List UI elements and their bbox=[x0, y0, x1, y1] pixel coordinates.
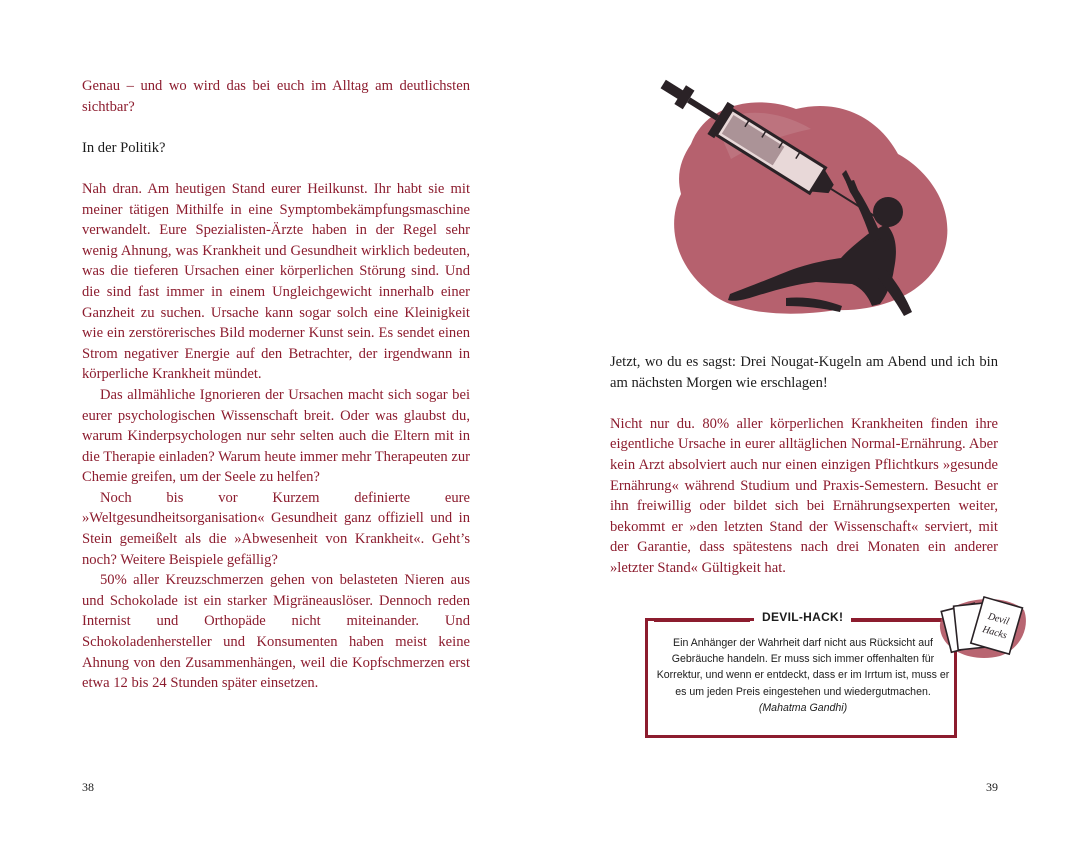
devil-hack-title: DEVIL-HACK! bbox=[754, 610, 851, 624]
paragraph-devil: Nicht nur du. 80% aller körperlichen Krankheiten finden ihre eigentliche Ursache in eurer alltäglichen Normal-Ernährung. Aber kein Arzt absolviert auch nur einen einzigen Pflichtkurs »gesunde Ernährung« während Studium und Praxis-Semestern. Besucht er ihn freiwillig oder bildet sich bei Ernährungsexperten weiter, bekommt er »den letzten Stand der Wissenschaft« serviert, mit der Garantie, dass spätestens nach drei Monaten ein anderer »letzter Stand« Gültigkeit hat. bbox=[610, 415, 998, 576]
paragraph-devil: 50% aller Kreuzschmerzen gehen von belasteten Nieren aus und Schokolade ist ein starker Migräneauslöser. Dennoch reden Internist und Orthopäde nicht miteinander. Und Schokoladenhersteller und Konsumenten haben meist keine Ahnung von den Zusammenhängen, weil die Kopfschmerzen erst etwa 12 bis 24 Stunden später einsetzen. bbox=[82, 572, 470, 692]
paragraph-interviewer: Jetzt, wo du es sagst: Drei Nougat-Kugeln am Abend und ich bin am nächsten Morgen wie erschlagen! bbox=[610, 354, 998, 391]
devil-hack-quote-text: Ein Anhänger der Wahrheit darf nicht aus Rücksicht auf Gebräuche handeln. Er muss sich immer offenhalten für Korrektur, und wenn er entdeckt, dass er im Irrtum ist, muss er es um jeden Preis eingestehen und wiedergutmachen. bbox=[656, 637, 950, 698]
devil-hack-box bbox=[645, 610, 957, 738]
devil-hacks-cards-icon bbox=[936, 592, 1028, 662]
page-number-right: 39 bbox=[986, 780, 998, 794]
page-number-left: 38 bbox=[82, 780, 94, 794]
svg-text:Hacks: Hacks bbox=[981, 624, 1009, 642]
paragraph-devil: Genau – und wo wird das bei euch im Alltag am deutlichsten sichtbar? bbox=[82, 78, 470, 115]
right-page bbox=[540, 0, 1080, 861]
svg-text:Devil: Devil bbox=[986, 611, 1011, 628]
left-page-text bbox=[82, 76, 470, 694]
title-rule-left bbox=[654, 619, 750, 622]
paragraph-interviewer: In der Politik? bbox=[82, 139, 166, 156]
paragraph-devil: Noch bis vor Kurzem definierte eure »Weltgesundheitsorganisation« Gesundheit ganz offiziell und in Stein gemeißelt als die »Abwesenheit von Krankheit«. Geht’s noch? Weitere Beispiele gefällig? bbox=[82, 489, 470, 568]
paragraph-devil: Das allmähliche Ignorieren der Ursachen macht sich sogar bei eurer psychologischen Wissenschaft breit. Oder was glaubst du, warum Kinderpsychologen nur sehr selten auch die Eltern mit in die Therapie einladen? Warum heute immer mehr Therapeuten zur Chemie greifen, um der Seele zu helfen? bbox=[82, 386, 470, 486]
paragraph-devil: Nah dran. Am heutigen Stand eurer Heilkunst. Ihr habt sie mit meiner tätigen Mithilfe in eine Symptombekämpfungsmaschine verwandelt. Eure Spezialisten-Ärzte haben in der Regel sehr wenig Ahnung, was Krankheit und Gesundheit wirklich bedeuten, was die tieferen Ursachen einer körperlichen Störung sind. Und die sind fast immer in einem Ungleichgewicht innerhalb einer Ganzheit zu suchen. Ursache kann sogar solch eine Kleinigkeit wie ein zerstörerisches Bild moderner Kunst sein. Es sendet einen Strom negativer Energie auf den Betrachter, der irgendwann in körperliche Krankheit mündet. bbox=[82, 180, 470, 383]
devil-hack-quote bbox=[656, 635, 950, 716]
syringe-injecting-man-illustration bbox=[636, 74, 962, 324]
right-page-text bbox=[610, 352, 998, 579]
title-rule-right bbox=[851, 619, 948, 622]
devil-hack-author: (Mahatma Gandhi) bbox=[758, 701, 848, 714]
